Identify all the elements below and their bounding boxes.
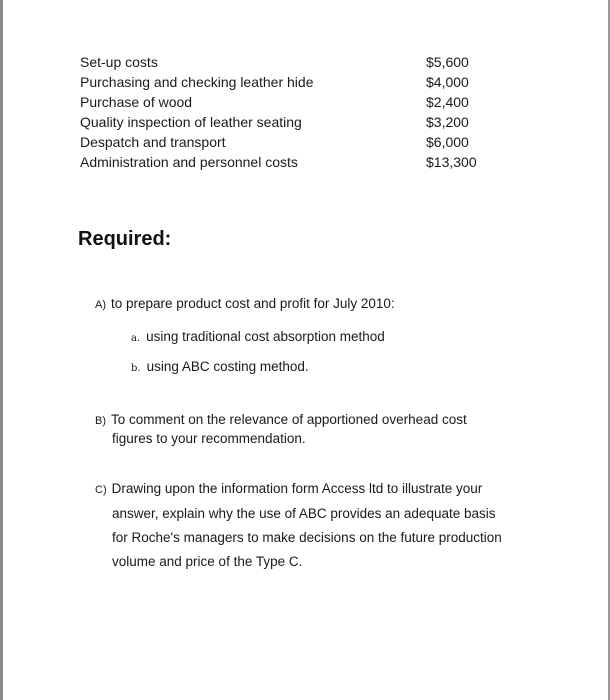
requirement-c xyxy=(95,477,535,574)
cost-table xyxy=(80,52,500,172)
cost-row xyxy=(80,52,500,72)
requirement-a-marker: A) xyxy=(95,299,106,311)
cost-label: Purchase of wood xyxy=(80,94,193,110)
sub-item-marker: a. xyxy=(131,333,141,344)
sub-item-marker: b. xyxy=(131,363,141,374)
requirement-c-line: answer, explain why the use of ABC provides an adequate basis xyxy=(112,506,496,521)
cost-label: Quality inspection of leather seating xyxy=(80,114,302,130)
cost-label: Set-up costs xyxy=(80,54,158,70)
cost-row xyxy=(80,132,500,152)
requirement-a-sublist xyxy=(131,327,385,387)
cost-label: Administration and personnel costs xyxy=(80,154,298,170)
sub-item-text: using traditional cost absorption method xyxy=(146,329,385,344)
cost-label: Despatch and transport xyxy=(80,134,226,150)
cost-row xyxy=(80,72,500,92)
requirement-b-line: To comment on the relevance of apportioned overhead cost xyxy=(111,412,467,427)
cost-value: $6,000 xyxy=(426,134,469,150)
cost-label: Purchasing and checking leather hide xyxy=(80,74,314,90)
cost-row xyxy=(80,112,500,132)
cost-value: $5,600 xyxy=(426,54,469,70)
requirement-c-line: Drawing upon the information form Access ltd to illustrate your xyxy=(111,481,483,496)
requirement-a-text: to prepare product cost and profit for July 2010: xyxy=(111,296,395,311)
sub-item-text: using ABC costing method. xyxy=(146,359,309,374)
cost-row xyxy=(80,152,500,172)
required-heading: Required: xyxy=(78,228,172,250)
list-item xyxy=(131,357,385,387)
requirement-c-marker: C) xyxy=(95,484,107,496)
cost-row xyxy=(80,92,500,112)
list-item xyxy=(131,327,385,357)
requirement-b-marker: B) xyxy=(95,415,106,427)
cost-value: $4,000 xyxy=(426,74,469,90)
requirement-a xyxy=(95,296,395,311)
requirement-b xyxy=(95,411,525,448)
requirement-b-line: figures to your recommendation. xyxy=(112,431,306,446)
cost-value: $3,200 xyxy=(426,114,469,130)
requirement-c-line: for Roche's managers to make decisions on the future production xyxy=(112,530,502,545)
requirement-c-line: volume and price of the Type C. xyxy=(112,554,303,569)
cost-value: $13,300 xyxy=(426,154,477,170)
cost-value: $2,400 xyxy=(426,94,469,110)
